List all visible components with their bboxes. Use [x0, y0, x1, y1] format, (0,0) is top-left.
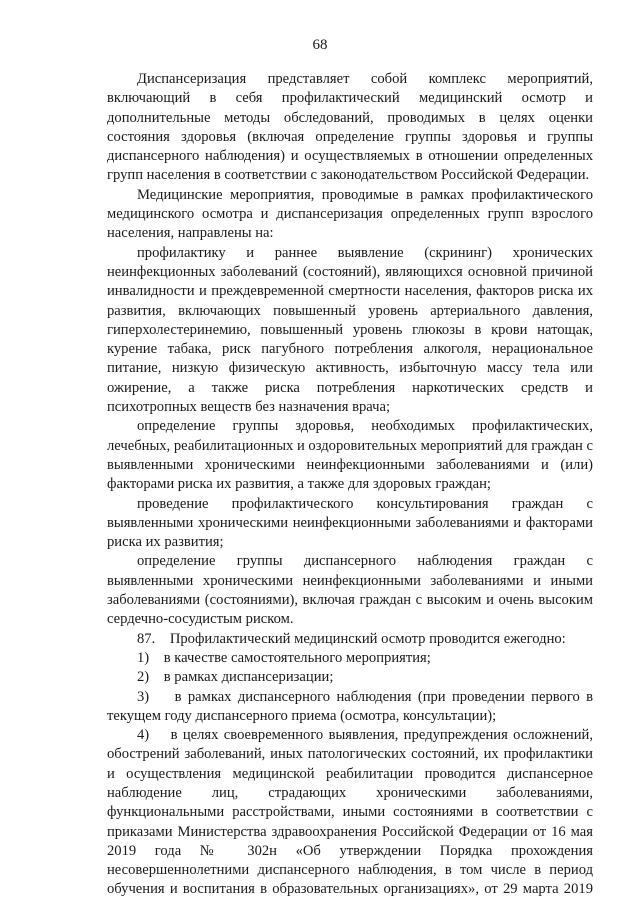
paragraph-item-87: 87. Профилактический медицинский осмотр проводится ежегодно:: [137, 630, 566, 647]
list-item-4: 4) в целях своевременного выявления, предупреждения осложнений, обострений заболеваний, иных патологических состояний, их профилактики и осуществления медицинской реабилитации проводится диспансерное наблюдение лиц, страдающих хроническими заболеваниями, функциональными расстройствами, иными состояниями в соответствии с приказами Министерства здравоохранения Российской Федерации от 16 мая 2019 года № 302н «Об утверждении Порядка прохождения несовершеннолетними диспансерного наблюдения, в том числе в период обучения и воспитания в образовательных организациях», от 29 марта 2019: [107, 727, 593, 898]
list-item-3: 3) в рамках диспансерного наблюдения (при проведении первого в текущем году диспансерного приема (осмотра, консультации);: [107, 688, 593, 724]
page-number: 68: [312, 37, 328, 53]
paragraph-dispensary-group: определение группы диспансерного наблюдения граждан с выявленными хроническими неинфекционными заболеваниями и иными заболеваниями (состояниями), включая граждан с высоким и очень высоким сердечно-сосудистым риском.: [107, 553, 593, 628]
paragraph-measures-intro: Медицинские мероприятия, проводимые в рамках профилактического медицинского осмотра и диспансеризация определенных групп взрослого населения, направлены на:: [107, 186, 593, 242]
list-item-1: 1) в качестве самостоятельного мероприятия;: [137, 649, 431, 666]
paragraph-health-group: определение группы здоровья, необходимых профилактических, лечебных, реабилитационных и оздоровительных мероприятий для граждан с выявленными хроническими неинфекционными заболеваниями и (или) факторами риска их развития, а также для здоровых граждан;: [107, 418, 593, 493]
document-body: [107, 70, 593, 900]
paragraph-prevention-screening: профилактику и раннее выявление (скрининг) хронических неинфекционных заболеваний (состояний), являющихся основной причиной инвалидности и преждевременной смертности населения, факторов риска их развития, включающих повышенный уровень артериального давления, гиперхолестеринемию, повышенный уровень глюкозы в крови натощак, курение табака, риск пагубного потребления алкоголя, нерациональное питание, низкую физическую активность, избыточную массу тела или ожирение, а также риска потребления наркотических средств и психотропных веществ без назначения врача;: [107, 244, 593, 416]
paragraph-consulting: проведение профилактического консультирования граждан с выявленными хроническими неинфекционными заболеваниями и факторами риска их развития;: [107, 495, 593, 551]
list-item-2: 2) в рамках диспансеризации;: [137, 669, 334, 686]
paragraph-dispanserization-definition: Диспансеризация представляет собой комплекс мероприятий, включающий в себя профилактический медицинский осмотр и дополнительные методы обследований, проводимых в целях оценки состояния здоровья (включая определение группы здоровья и группы диспансерного наблюдения) и осуществляемых в отношении определенных групп населения в соответствии с законодательством Российской Федерации.: [107, 71, 593, 184]
